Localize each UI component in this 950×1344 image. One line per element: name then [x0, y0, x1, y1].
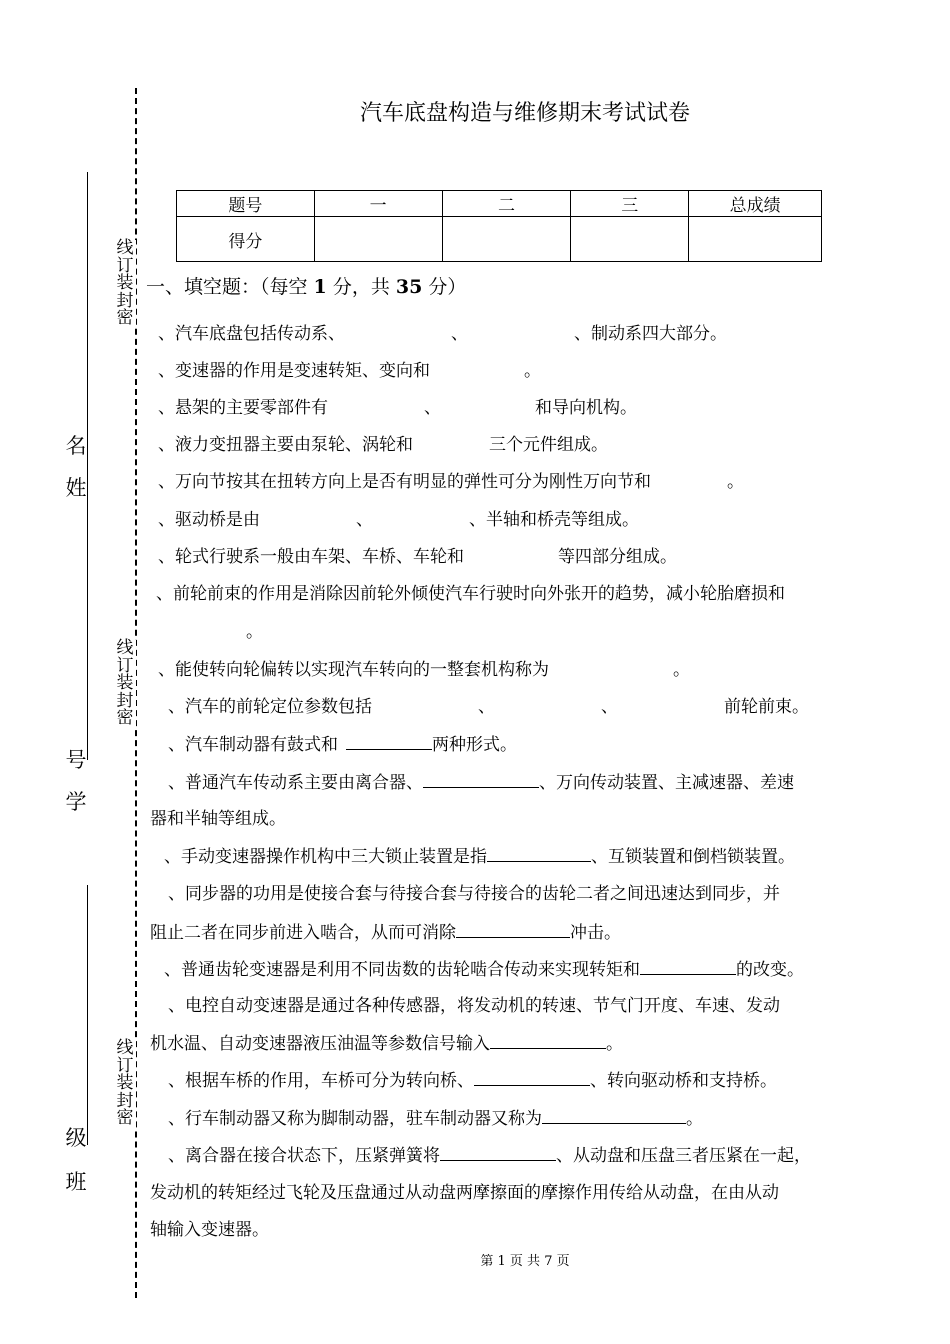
score-header-cell: 题号 — [177, 191, 315, 217]
class-label-1: 级 — [65, 1126, 87, 1150]
question-12: 、普通汽车传动系主要由离合器、 、万向传动装置、主减速器、差速 — [168, 773, 794, 793]
answer-blank[interactable] — [440, 1145, 556, 1161]
score-cell[interactable] — [314, 217, 442, 262]
section-heading: 一、填空题：（每空 1 分，共 35 分） — [146, 276, 467, 298]
question-3: 、悬架的主要零部件有 、 和导向机构。 — [158, 398, 637, 418]
score-cell[interactable] — [442, 217, 571, 262]
name-label-2: 姓 — [65, 476, 87, 500]
exam-title: 汽车底盘构造与维修期末考试试卷 — [359, 101, 690, 126]
question-15: 、普通齿轮变速器是利用不同齿数的齿轮啮合传动来实现转矩和 的改变。 — [164, 960, 804, 980]
answer-blank[interactable] — [346, 734, 432, 750]
question-13: 、手动变速器操作机构中三大锁止装置是指 、互锁装置和倒档锁装置。 — [164, 847, 795, 867]
number-label-1: 号 — [65, 748, 87, 772]
answer-blank[interactable] — [487, 846, 591, 862]
question-6: 、驱动桥是由 、 、半轴和桥壳等组成。 — [158, 510, 639, 530]
answer-blank[interactable] — [474, 1070, 590, 1086]
answer-blank[interactable] — [490, 1033, 606, 1049]
score-header-cell: 三 — [571, 191, 689, 217]
seal-line-text: 线 订 装 封 密 — [114, 1040, 136, 1128]
question-8-cont: 。 — [246, 622, 263, 642]
question-10: 、汽车的前轮定位参数包括 、 、 前轮前束。 — [168, 697, 809, 717]
question-18: 、行车制动器又称为脚制动器，驻车制动器又称为 。 — [168, 1109, 703, 1129]
score-table — [176, 190, 822, 262]
question-17: 、根据车桥的作用，车桥可分为转向桥、 、转向驱动桥和支持桥。 — [168, 1071, 777, 1091]
question-4: 、液力变扭器主要由泵轮、涡轮和 三个元件组成。 — [158, 435, 608, 455]
question-1: 、汽车底盘包括传动系、 、 、制动系四大部分。 — [158, 324, 727, 344]
question-7: 、轮式行驶系一般由车架、车桥、车轮和 等四部分组成。 — [158, 547, 677, 567]
question-14-cont: 阻止二者在同步前进入啮合，从而可消除 冲击。 — [150, 923, 621, 943]
question-9: 、能使转向轮偏转以实现汽车转向的一整套机构称为 。 — [158, 660, 690, 680]
binding-solid-line — [87, 172, 88, 582]
answer-blank[interactable] — [423, 772, 539, 788]
question-19-cont2: 轴输入变速器。 — [150, 1220, 269, 1240]
score-header-cell: 一 — [314, 191, 442, 217]
question-5: 、万向节按其在扭转方向上是否有明显的弹性可分为刚性万向节和 。 — [158, 472, 744, 492]
answer-blank[interactable] — [640, 959, 736, 975]
question-11: 、汽车制动器有鼓式和 两种形式。 — [168, 735, 517, 755]
answer-blank[interactable] — [542, 1108, 686, 1124]
class-label-2: 班 — [65, 1170, 87, 1194]
binding-solid-line — [87, 565, 88, 760]
question-16: 、电控自动变速器是通过各种传感器，将发动机的转速、节气门开度、车速、发动 — [168, 996, 780, 1016]
score-header-cell: 二 — [442, 191, 571, 217]
score-cell[interactable] — [689, 217, 822, 262]
question-12-cont: 器和半轴等组成。 — [150, 809, 286, 829]
question-14: 、同步器的功用是使接合套与待接合套与待接合的齿轮二者之间迅速达到同步，并 — [168, 884, 780, 904]
question-2: 、变速器的作用是变速转矩、变向和 。 — [158, 361, 541, 381]
score-row-label: 得分 — [177, 217, 315, 262]
seal-line-text: 线 订 装 封 密 — [114, 640, 136, 728]
seal-line-text: 线 订 装 封 密 — [114, 240, 136, 328]
name-label-1: 名 — [65, 434, 87, 458]
score-header-cell: 总成绩 — [689, 191, 822, 217]
question-19-cont: 发动机的转矩经过飞轮及压盘通过从动盘两摩擦面的摩擦作用传给从动盘，在由从动 — [150, 1183, 779, 1203]
question-19: 、离合器在接合状态下，压紧弹簧将 、从动盘和压盘三者压紧在一起， — [168, 1146, 811, 1166]
question-16-cont: 机水温、自动变速器液压油温等参数信号输入 。 — [150, 1034, 623, 1054]
answer-blank[interactable] — [456, 922, 570, 938]
binding-solid-line — [87, 885, 88, 1145]
question-8: 、前轮前束的作用是消除因前轮外倾使汽车行驶时向外张开的趋势，减小轮胎磨损和 — [156, 584, 785, 604]
score-cell[interactable] — [571, 217, 689, 262]
number-label-2: 学 — [65, 790, 87, 814]
page-footer: 第 1 页 共 7 页 — [480, 1254, 570, 1269]
